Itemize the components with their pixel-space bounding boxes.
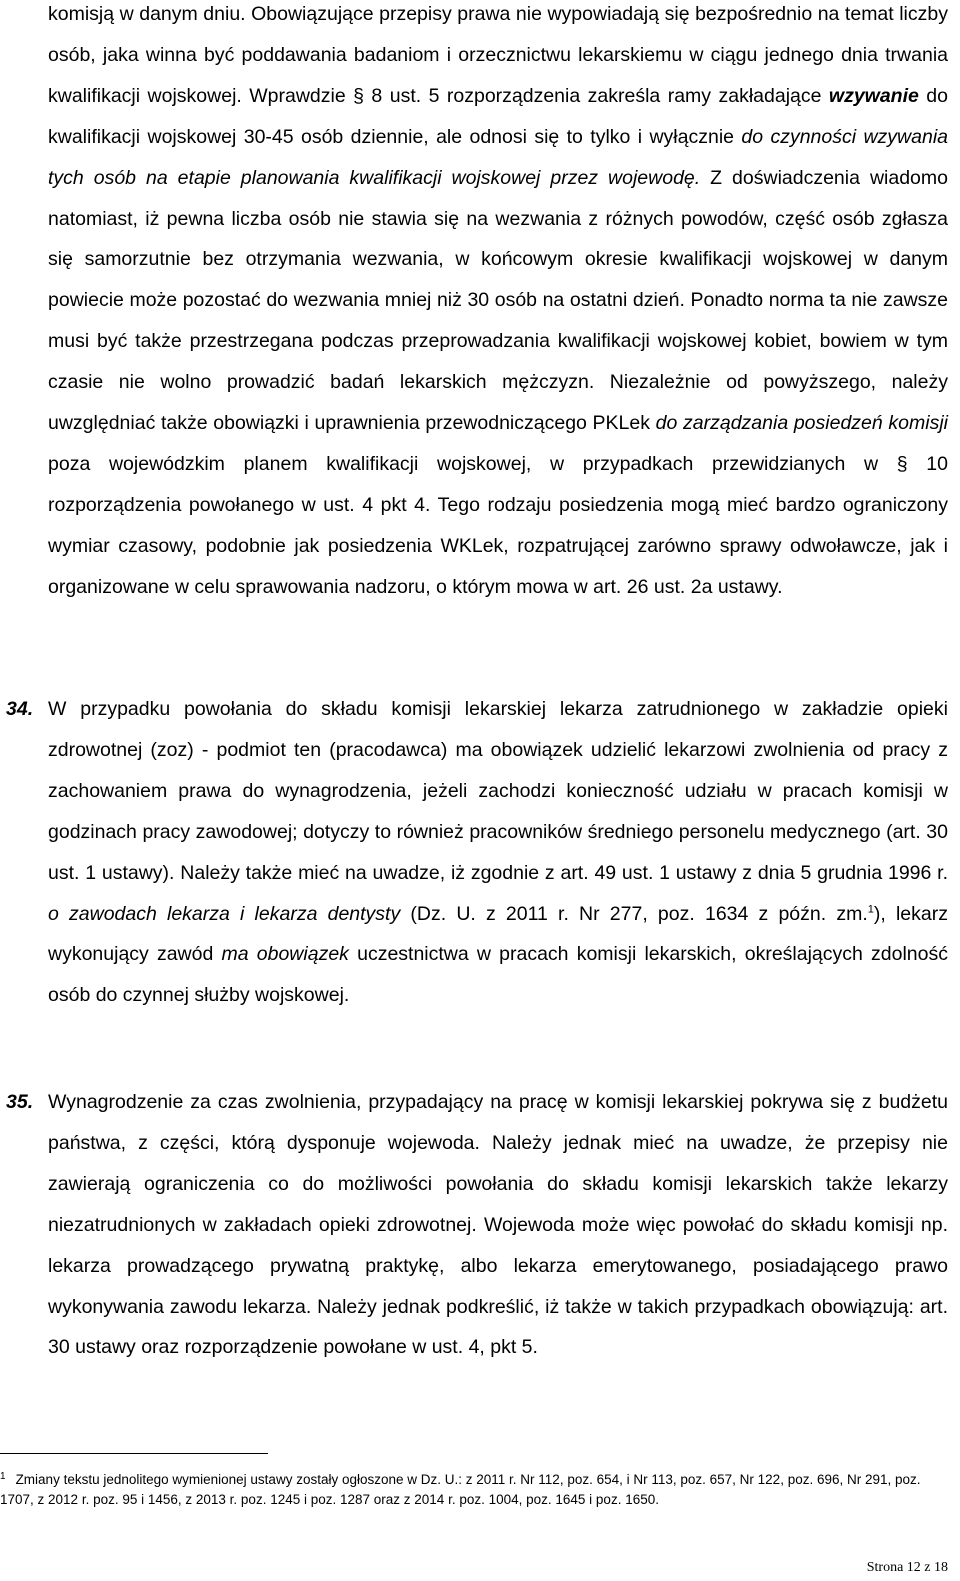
page-number: Strona 12 z 18 [866, 1560, 948, 1575]
text-run: poza wojewódzkim planem kwalifikacji wojskowej, w przypadkach przewidzianych w § 10 rozporządzenia powołanego w ust. 4 pkt 4. Tego rodzaju posiedzenia mogą mieć bardzo ograniczony wymiar czasowy, podobnie jak posiedzenia WKLek, rozpatrującej zarówno sprawy odwoławcze, jak i organizowane w celu sprawowania nadzoru, o którym mowa w art. 26 ust. 2a ustawy. [48, 452, 948, 598]
text-run: ), lekarz wykonujący zawód [48, 902, 948, 966]
paragraph-34 [6, 689, 948, 1016]
paragraph-number: 35. [6, 1091, 34, 1113]
text-run: uczestnictwa w pracach komisji lekarskich, określających zdolność osób do czynnej służby wojskowej. [48, 943, 948, 1007]
footnote [0, 1470, 950, 1509]
emphasis-text: o zawodach lekarza i lekarza dentysty [48, 902, 401, 925]
text-run: do kwalifikacji wojskowej 30-45 osób dziennie, ale odnosi się to tylko i wyłącznie [48, 84, 948, 148]
footnote-separator [0, 1453, 268, 1454]
paragraph-35 [6, 1082, 948, 1368]
footnote-mark: 1 [0, 1470, 6, 1482]
text-run: Z doświadczenia wiadomo natomiast, iż pewna liczba osób nie stawia się na wezwania z różnych powodów, część osób zgłasza się samorzutnie bez otrzymania wezwania, w końcowym okresie kwalifikacji wojskowej w danym powiecie może pozostać do wezwania mniej niż 30 osób na ostatni dzień. Ponadto norma ta nie zawsze musi być także przestrzegana podczas przeprowadzania kwalifikacji wojskowej kobiet, bowiem w tym czasie nie wolno prowadzić badań lekarskich mężczyzn. Niezależnie od powyższego, należy uwzględniać także obowiązki i uprawnienia przewodniczącego PKLek [48, 166, 948, 435]
footnote-text: Zmiany tekstu jednolitego wymienionej ustawy zostały ogłoszone w Dz. U.: z 2011 r. Nr 112, poz. 654, i Nr 113, poz. 657, Nr 122, poz. 696, Nr 291, poz. 1707, z 2012 r. poz. 95 i 1456, z 2013 r. poz. 1245 i poz. 1287 oraz z 2014 r. poz. 1004, poz. 1645 i poz. 1650. [0, 1472, 921, 1507]
text-run: komisją w danym dniu. Obowiązujące przepisy prawa nie wypowiadają się bezpośrednio na temat liczby osób, jaka winna być poddawania badaniom i orzecznictwu lekarskiemu w ciągu jednego dnia trwania kwalifikacji wojskowej. Wprawdzie § 8 ust. 5 rozporządzenia zakreśla ramy zakładające [48, 3, 948, 107]
emphasis-text: do czynności wzywania tych osób na etapie planowania kwalifikacji wojskowej przez wojewodę. [48, 125, 948, 189]
footnote-reference[interactable]: 1 [867, 903, 874, 916]
text-run: W przypadku powołania do składu komisji lekarskiej lekarza zatrudnionego w zakładzie opieki zdrowotnej (zoz) - podmiot ten (pracodawca) ma obowiązek udzielić lekarzowi zwolnienia od pracy z zachowaniem prawa do wynagrodzenia, jeżeli zachodzi konieczność udziału w pracach komisji w godzinach pracy zawodowej; dotyczy to również pracowników średniego personelu medycznego (art. 30 ust. 1 ustawy). Należy także mieć na uwadze, iż zgodnie z art. 49 ust. 1 ustawy z dnia 5 grudnia 1996 r. [48, 698, 948, 884]
emphasis-text: do zarządzania posiedzeń komisji [655, 412, 948, 435]
paragraph-continuation [48, 0, 948, 608]
emphasis-text: wzywanie [828, 84, 919, 107]
paragraph-number: 34. [6, 698, 34, 720]
text-run: (Dz. U. z 2011 r. Nr 277, poz. 1634 z późn. zm. [400, 902, 868, 925]
emphasis-text: ma obowiązek [221, 943, 349, 966]
text-run: Wynagrodzenie za czas zwolnienia, przypadający na pracę w komisji lekarskiej pokrywa się z budżetu państwa, z części, którą dysponuje wojewoda. Należy jednak mieć na uwadze, że przepisy nie zawierają ograniczenia co do możliwości powołania do składu komisji lekarskich także lekarzy niezatrudnionych w zakładach opieki zdrowotnej. Wojewoda może więc powołać do składu komisji np. lekarza prowadzącego prywatną praktykę, albo lekarza emerytowanego, posiadającego prawo wykonywania zawodu lekarza. Należy jednak podkreślić, iż także w takich przypadkach obowiązują: art. 30 ustawy oraz rozporządzenie powołane w ust. 4, pkt 5. [48, 1091, 948, 1359]
